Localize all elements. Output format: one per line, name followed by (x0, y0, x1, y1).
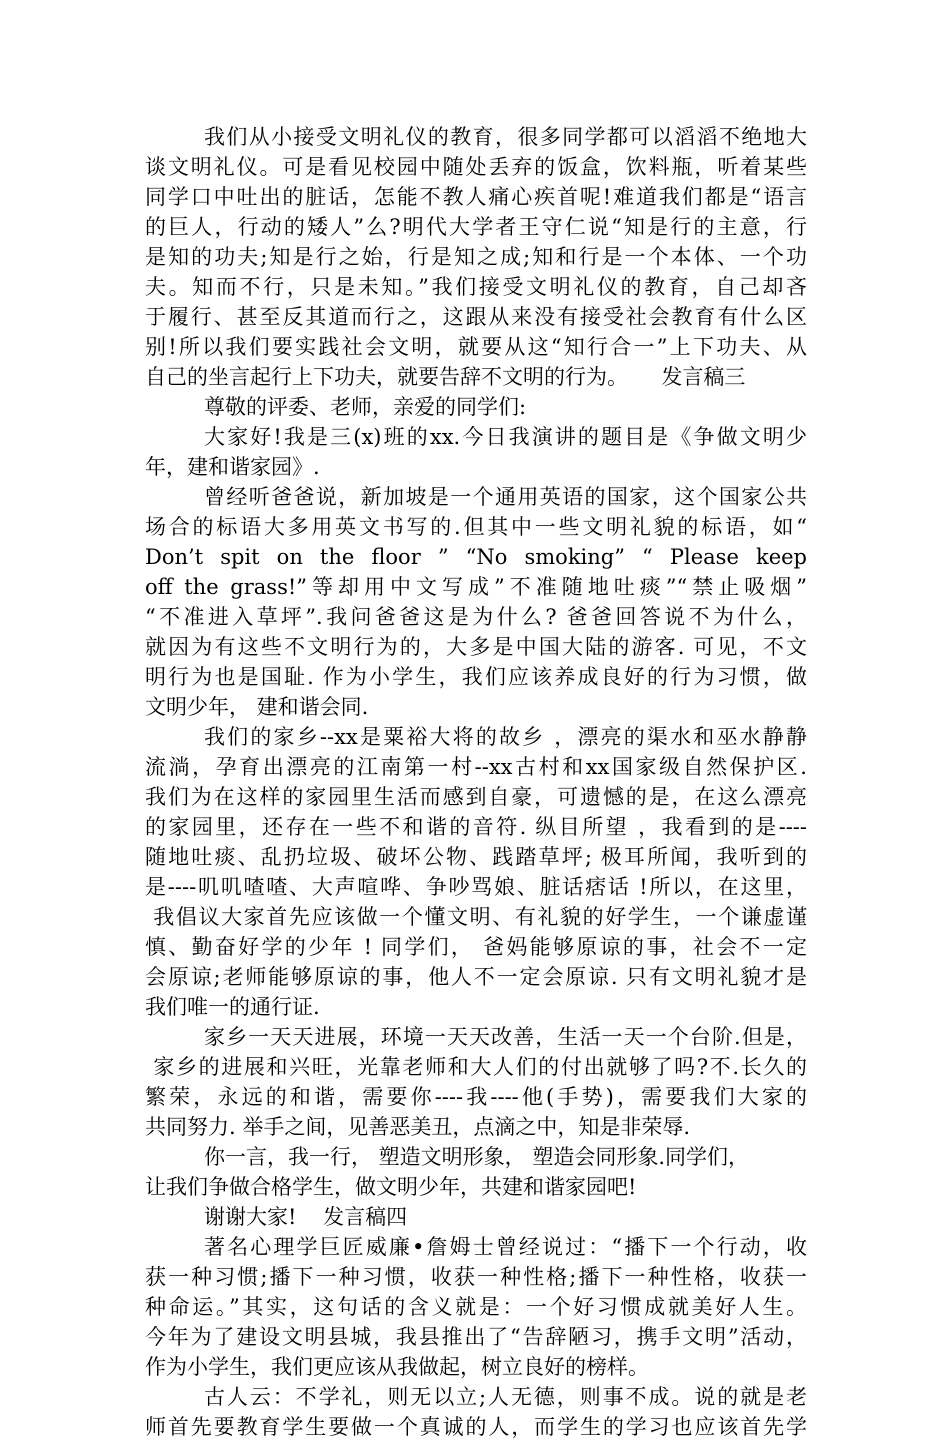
text-line: 会原谅;老师能够原谅的事，他人不一定会原谅. 只有文明礼貌才是 (145, 965, 807, 989)
text-line: 种命运。”其实，这句话的含义就是：一个好习惯成就美好人生。 (145, 1295, 807, 1319)
text-line: 让我们争做合格学生，做文明少年，共建和谐家园吧! (145, 1175, 637, 1199)
text-line: 是----叽叽喳喳、大声喧哗、争吵骂娘、脏话痞话 !所以，在这里， (145, 875, 807, 899)
text-line: 你一言，我一行， 塑造文明形象， 塑造会同形象.同学们， (204, 1145, 750, 1169)
text-line: 就因为有这些不文明行为的，大多是中国大陆的游客. 可见，不文 (145, 635, 807, 659)
text-line: 别!所以我们要实践社会文明，就要从这“知行合一”上下功夫、从 (145, 335, 807, 359)
text-line: Don’t spit on the floor ” “No smoking” “ Please keep (145, 545, 807, 569)
text-line: 家乡的进展和兴旺，光靠老师和大人们的付出就够了吗?不.长久的 (145, 1055, 807, 1079)
text-line: 慎、勤奋好学的少年 ! 同学们， 爸妈能够原谅的事，社会不一定 (145, 935, 807, 959)
text-line: 年，建和谐家园》. (145, 455, 320, 479)
text-line: 尊敬的评委、老师，亲爱的同学们: (204, 395, 527, 419)
text-line: 家乡一天天进展，环境一天天改善，生活一天一个台阶.但是， (204, 1025, 807, 1049)
text-line: 同学口中吐出的脏话，怎能不教人痛心疾首呢!难道我们都是“语言 (145, 185, 807, 209)
text-line: 谢谢大家! 发言稿四 (204, 1205, 408, 1229)
text-line: 著名心理学巨匠威廉•詹姆士曾经说过：“播下一个行动，收 (204, 1235, 807, 1259)
text-line: 谈文明礼仪。可是看见校园中随处丢弃的饭盒，饮料瓶，听着某些 (145, 155, 807, 179)
text-line: 夫。知而不行，只是未知。”我们接受文明礼仪的教育，自己却吝 (145, 275, 807, 299)
text-line: 自己的坐言起行上下功夫，就要告辞不文明的行为。 发言稿三 (145, 365, 746, 389)
text-line: “不准进入草坪”.我问爸爸这是为什么? 爸爸回答说不为什么， (145, 605, 807, 629)
text-line: 师首先要教育学生要做一个真诚的人，而学生的学习也应该首先学 (145, 1415, 807, 1439)
text-line: 流淌，孕育出漂亮的江南第一村--xx古村和xx国家级自然保护区. (145, 755, 807, 779)
text-line: 我们为在这样的家园里生活而感到自豪，可遗憾的是，在这么漂亮 (145, 785, 807, 809)
text-line: 大家好!我是三(x)班的xx.今日我演讲的题目是《争做文明少 (204, 425, 807, 449)
text-line: 我倡议大家首先应该做一个懂文明、有礼貌的好学生，一个谦虚谨 (145, 905, 807, 929)
text-line: 繁荣，永远的和谐，需要你----我----他(手势)，需要我们大家的 (145, 1085, 807, 1109)
text-line: 场合的标语大多用英文书写的.但其中一些文明礼貌的标语，如“ (145, 515, 807, 539)
document-body (145, 122, 807, 1442)
text-line: 古人云：不学礼，则无以立;人无德，则事不成。说的就是老 (204, 1385, 807, 1409)
text-line: 共同努力. 举手之间，见善恶美丑，点滴之中，知是非荣辱. (145, 1115, 691, 1139)
text-line: off the grass!”等却用中文写成”不准随地吐痰”“禁止吸烟” (145, 575, 807, 599)
text-line: 我们唯一的通行证. (145, 995, 320, 1019)
text-line: 随地吐痰、乱扔垃圾、破坏公物、践踏草坪; 极耳所闻，我听到的 (145, 845, 807, 869)
text-line: 文明少年， 建和谐会同. (145, 695, 369, 719)
text-line: 获一种习惯;播下一种习惯，收获一种性格;播下一种性格，收获一 (145, 1265, 807, 1289)
text-line: 的家园里，还存在一些不和谐的音符. 纵目所望 ，我看到的是---- (145, 815, 807, 839)
text-line: 曾经听爸爸说，新加坡是一个通用英语的国家，这个国家公共 (204, 485, 807, 509)
text-line: 明行为也是国耻. 作为小学生，我们应该养成良好的行为习惯，做 (145, 665, 807, 689)
text-line: 于履行、甚至反其道而行之，这跟从来没有接受社会教育有什么区 (145, 305, 807, 329)
text-line: 今年为了建设文明县城，我县推出了“告辞陋习，携手文明”活动， (145, 1325, 807, 1349)
text-line: 我们从小接受文明礼仪的教育，很多同学都可以滔滔不绝地大 (204, 125, 807, 149)
text-line: 作为小学生，我们更应该从我做起，树立良好的榜样。 (145, 1355, 649, 1379)
text-line: 是知的功夫;知是行之始，行是知之成;知和行是一个本体、一个功 (145, 245, 807, 269)
text-line: 我们的家乡--xx是粟裕大将的故乡 ，漂亮的渠水和巫水静静 (204, 725, 807, 749)
text-line: 的巨人，行动的矮人”么?明代大学者王守仁说“知是行的主意，行 (145, 215, 807, 239)
